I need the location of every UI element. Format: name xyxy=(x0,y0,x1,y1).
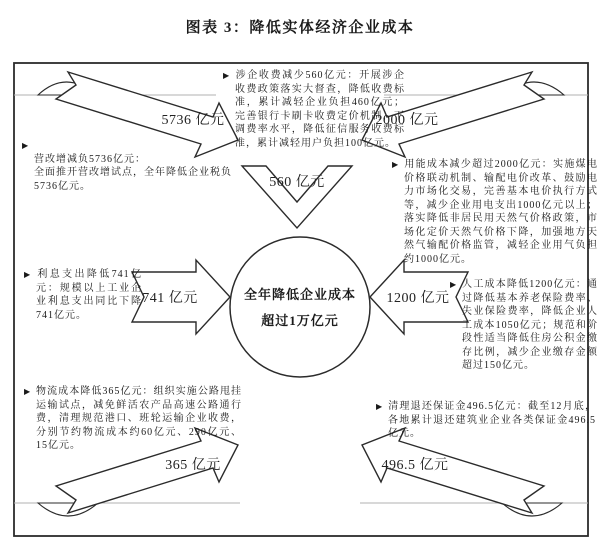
bullet-icon: ▶ xyxy=(392,160,399,169)
interest-note xyxy=(24,268,142,322)
energy-note-body: 实施煤电价格联动机制、输配电价改革、鼓励电力市场化交易，完善基本电价执行方式等，减少企业用电支出1000亿元以上；落实降低非居民用天然气价格政策，市场化定价天然气价格下降，加强地方天然气输配价格监管，减轻企业用气负担约1000亿元。 xyxy=(404,159,598,265)
bullet-icon: ▶ xyxy=(24,387,31,396)
tax-amount-label: 5736 亿元 xyxy=(161,113,225,128)
tax-note-body: 全面推开营改增试点，全年降低企业税负5736亿元。 xyxy=(34,167,232,192)
fees-note-body: 开展涉企收费政策落实大督查，降低收费标准，累计减轻企业负担460亿元；完善银行卡刷卡收费定价机制，下调费率水平，降低征信服务收费标准，累计减轻用户负担100亿元。 xyxy=(235,70,406,149)
deposits-note xyxy=(376,400,596,441)
interest-note-head: 利息支出降低741亿元： xyxy=(36,269,142,294)
interest-amount-label: 741 亿元 xyxy=(142,291,198,306)
labor-note xyxy=(450,278,598,373)
logistics-amount-label: 365 亿元 xyxy=(165,458,221,473)
labor-note-body: 通过降低基本养老保险费率、失业保险费率，降低企业人工成本1050亿元；规范和阶段性适当降低住房公积金缴存比例，减少企业缴存金额超过150亿元。 xyxy=(462,279,598,371)
bullet-icon: ▶ xyxy=(24,270,31,279)
tax-note-head: 营改增减负5736亿元： xyxy=(34,153,146,165)
tax-note xyxy=(22,139,232,193)
deposits-note-head: 清理退还保证金496.5亿元： xyxy=(388,401,528,412)
figure-title: 图表 3：降低实体经济企业成本 xyxy=(185,20,415,36)
center-text-line2: 超过1万亿元 xyxy=(261,313,339,328)
deposits-amount-label: 496.5 亿元 xyxy=(381,458,449,473)
logistics-note-body: 组织实施公路甩挂运输试点，减免鲜活农产品高速公路通行费，清理规范港口、班轮运输企业收费，分别节约物流成本约60亿元、290亿元、15亿元。 xyxy=(36,386,243,451)
bullet-icon: ▶ xyxy=(376,402,383,411)
fees-amount-label: 560 亿元 xyxy=(269,175,325,190)
bullet-icon: ▶ xyxy=(450,280,457,289)
bullet-icon: ▶ xyxy=(22,141,29,150)
center-text-line1: 全年降低企业成本 xyxy=(243,287,356,302)
labor-amount-label: 1200 亿元 xyxy=(386,291,450,306)
bullet-icon: ▶ xyxy=(223,71,230,80)
energy-note-head: 用能成本减少超过2000亿元： xyxy=(404,159,554,170)
labor-note-head: 人工成本降低1200亿元： xyxy=(462,279,587,290)
deposits-note-body: 截至12月底，各地累计退还建筑业企业各类保证金496.5亿元。 xyxy=(388,401,597,439)
fees-note-head: 涉企收费减少560亿元： xyxy=(235,70,360,81)
logistics-note-head: 物流成本降低365亿元： xyxy=(36,386,154,397)
center-circle-text xyxy=(230,277,370,339)
energy-note xyxy=(392,158,598,266)
logistics-note xyxy=(24,385,242,453)
energy-amount-label: 2000 亿元 xyxy=(375,113,439,128)
interest-note-body: 规模以上工业企业利息支出同比下降741亿元。 xyxy=(36,282,142,321)
fees-note xyxy=(223,69,405,150)
